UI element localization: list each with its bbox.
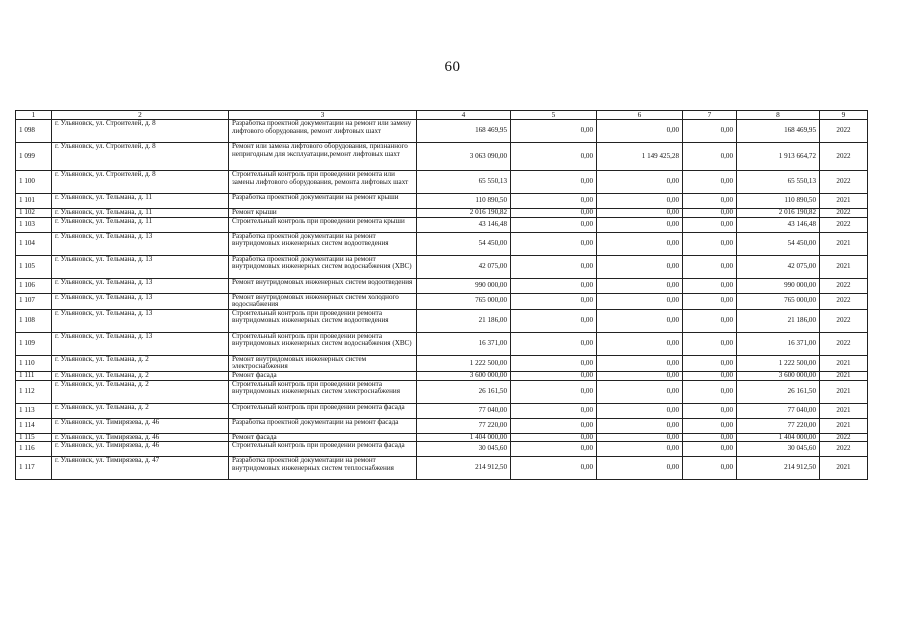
work-type-cell: Строительный контроль при проведении ремонта внутридомовых инженерных систем водоотведения: [229, 309, 417, 332]
table-row: [16, 380, 868, 403]
fund-cell: 0,00: [511, 433, 597, 442]
year-cell: 2021: [820, 355, 868, 371]
work-type-cell: Строительный контроль при проведении ремонта крыши: [229, 217, 417, 232]
owners-funds-cell: 110 890,50: [737, 194, 820, 209]
fund-cell: 0,00: [511, 442, 597, 457]
address-cell: г. Ульяновск, ул. Тимирязева, д. 46: [52, 442, 229, 457]
budget-cell: 0,00: [597, 380, 683, 403]
total-cost-cell: 168 469,95: [417, 120, 511, 143]
total-cost-cell: 1 404 000,00: [417, 433, 511, 442]
table-row: [16, 457, 868, 480]
local-budget-cell: 0,00: [683, 380, 737, 403]
work-type-cell: Разработка проектной документации на ремонт внутридомовых инженерных систем водоотведения: [229, 232, 417, 255]
column-header: 2: [52, 111, 229, 120]
budget-cell: 0,00: [597, 442, 683, 457]
local-budget-cell: 0,00: [683, 403, 737, 418]
table-row: [16, 278, 868, 293]
work-type-cell: Строительный контроль при проведении ремонта внутридомовых инженерных систем электроснабжения: [229, 380, 417, 403]
local-budget-cell: 0,00: [683, 457, 737, 480]
row-number: 1 109: [16, 332, 52, 355]
work-type-cell: Разработка проектной документации на ремонт внутридомовых инженерных систем водоснабжения (ХВС): [229, 255, 417, 278]
budget-cell: 1 149 425,28: [597, 143, 683, 171]
owners-funds-cell: 214 912,50: [737, 457, 820, 480]
fund-cell: 0,00: [511, 293, 597, 309]
local-budget-cell: 0,00: [683, 217, 737, 232]
year-cell: 2021: [820, 403, 868, 418]
column-header: 7: [683, 111, 737, 120]
address-cell: г. Ульяновск, ул. Тельмана, д. 11: [52, 209, 229, 218]
local-budget-cell: 0,00: [683, 209, 737, 218]
work-type-cell: Ремонт внутридомовых инженерных систем водоотведения: [229, 278, 417, 293]
owners-funds-cell: 30 045,60: [737, 442, 820, 457]
address-cell: г. Ульяновск, ул. Тельмана, д. 2: [52, 403, 229, 418]
budget-cell: 0,00: [597, 255, 683, 278]
table-row: [16, 418, 868, 433]
owners-funds-cell: 21 186,00: [737, 309, 820, 332]
local-budget-cell: 0,00: [683, 194, 737, 209]
work-type-cell: Ремонт внутридомовых инженерных систем холодного водоснабжения: [229, 293, 417, 309]
page-number: 60: [444, 59, 461, 75]
fund-cell: 0,00: [511, 143, 597, 171]
year-cell: 2022: [820, 442, 868, 457]
budget-cell: 0,00: [597, 120, 683, 143]
local-budget-cell: 0,00: [683, 418, 737, 433]
fund-cell: 0,00: [511, 309, 597, 332]
address-cell: г. Ульяновск, ул. Тимирязева, д. 46: [52, 418, 229, 433]
total-cost-cell: 765 000,00: [417, 293, 511, 309]
year-cell: 2022: [820, 143, 868, 171]
owners-funds-cell: 990 000,00: [737, 278, 820, 293]
row-number: 1 112: [16, 380, 52, 403]
table-row: [16, 209, 868, 218]
total-cost-cell: 77 220,00: [417, 418, 511, 433]
year-cell: 2022: [820, 332, 868, 355]
owners-funds-cell: 1 913 664,72: [737, 143, 820, 171]
fund-cell: 0,00: [511, 371, 597, 380]
fund-cell: 0,00: [511, 403, 597, 418]
owners-funds-cell: 54 450,00: [737, 232, 820, 255]
year-cell: 2021: [820, 255, 868, 278]
fund-cell: 0,00: [511, 380, 597, 403]
total-cost-cell: 43 146,48: [417, 217, 511, 232]
total-cost-cell: 77 040,00: [417, 403, 511, 418]
table-row: [16, 120, 868, 143]
budget-cell: 0,00: [597, 433, 683, 442]
table-row: [16, 194, 868, 209]
owners-funds-cell: 26 161,50: [737, 380, 820, 403]
address-cell: г. Ульяновск, ул. Тельмана, д. 2: [52, 371, 229, 380]
year-cell: 2022: [820, 217, 868, 232]
total-cost-cell: 2 016 190,82: [417, 209, 511, 218]
table-row: [16, 217, 868, 232]
local-budget-cell: 0,00: [683, 309, 737, 332]
address-cell: г. Ульяновск, ул. Строителей, д. 8: [52, 120, 229, 143]
address-cell: г. Ульяновск, ул. Тельмана, д. 2: [52, 380, 229, 403]
row-number: 1 101: [16, 194, 52, 209]
local-budget-cell: 0,00: [683, 120, 737, 143]
budget-cell: 0,00: [597, 332, 683, 355]
year-cell: 2021: [820, 232, 868, 255]
year-cell: 2021: [820, 371, 868, 380]
owners-funds-cell: 65 550,13: [737, 171, 820, 194]
fund-cell: 0,00: [511, 194, 597, 209]
year-cell: 2022: [820, 309, 868, 332]
table-row: [16, 442, 868, 457]
address-cell: г. Ульяновск, ул. Тельмана, д. 13: [52, 332, 229, 355]
local-budget-cell: 0,00: [683, 355, 737, 371]
budget-cell: 0,00: [597, 278, 683, 293]
row-number: 1 115: [16, 433, 52, 442]
total-cost-cell: 30 045,60: [417, 442, 511, 457]
row-number: 1 108: [16, 309, 52, 332]
budget-cell: 0,00: [597, 209, 683, 218]
owners-funds-cell: 765 000,00: [737, 293, 820, 309]
work-type-cell: Строительный контроль при проведении ремонта фасада: [229, 442, 417, 457]
table-header-row: [16, 111, 868, 120]
local-budget-cell: 0,00: [683, 232, 737, 255]
local-budget-cell: 0,00: [683, 433, 737, 442]
budget-cell: 0,00: [597, 418, 683, 433]
local-budget-cell: 0,00: [683, 293, 737, 309]
total-cost-cell: 990 000,00: [417, 278, 511, 293]
address-cell: г. Ульяновск, ул. Тельмана, д. 13: [52, 255, 229, 278]
table-row: [16, 171, 868, 194]
fund-cell: 0,00: [511, 171, 597, 194]
total-cost-cell: 214 912,50: [417, 457, 511, 480]
table-row: [16, 293, 868, 309]
fund-cell: 0,00: [511, 120, 597, 143]
table-row: [16, 355, 868, 371]
address-cell: г. Ульяновск, ул. Тельмана, д. 2: [52, 355, 229, 371]
row-number: 1 100: [16, 171, 52, 194]
owners-funds-cell: 43 146,48: [737, 217, 820, 232]
fund-cell: 0,00: [511, 278, 597, 293]
budget-cell: 0,00: [597, 217, 683, 232]
local-budget-cell: 0,00: [683, 371, 737, 380]
owners-funds-cell: 77 040,00: [737, 403, 820, 418]
total-cost-cell: 110 890,50: [417, 194, 511, 209]
fund-cell: 0,00: [511, 355, 597, 371]
row-number: 1 107: [16, 293, 52, 309]
row-number: 1 116: [16, 442, 52, 457]
row-number: 1 098: [16, 120, 52, 143]
local-budget-cell: 0,00: [683, 442, 737, 457]
budget-cell: 0,00: [597, 293, 683, 309]
row-number: 1 106: [16, 278, 52, 293]
year-cell: 2021: [820, 194, 868, 209]
table-row: [16, 332, 868, 355]
total-cost-cell: 42 075,00: [417, 255, 511, 278]
address-cell: г. Ульяновск, ул. Тимирязева, д. 46: [52, 433, 229, 442]
column-header: 8: [737, 111, 820, 120]
year-cell: 2022: [820, 120, 868, 143]
owners-funds-cell: 3 600 000,00: [737, 371, 820, 380]
local-budget-cell: 0,00: [683, 171, 737, 194]
row-number: 1 102: [16, 209, 52, 218]
work-type-cell: Разработка проектной документации на ремонт фасада: [229, 418, 417, 433]
year-cell: 2022: [820, 433, 868, 442]
total-cost-cell: 21 186,00: [417, 309, 511, 332]
work-type-cell: Ремонт крыши: [229, 209, 417, 218]
total-cost-cell: 16 371,00: [417, 332, 511, 355]
total-cost-cell: 54 450,00: [417, 232, 511, 255]
work-type-cell: Ремонт фасада: [229, 433, 417, 442]
total-cost-cell: 26 161,50: [417, 380, 511, 403]
row-number: 1 114: [16, 418, 52, 433]
row-number: 1 105: [16, 255, 52, 278]
fund-cell: 0,00: [511, 232, 597, 255]
year-cell: 2022: [820, 293, 868, 309]
budget-cell: 0,00: [597, 194, 683, 209]
work-type-cell: Разработка проектной документации на ремонт или замену лифтового оборудования, ремонт лифтовых шахт: [229, 120, 417, 143]
table-row: [16, 309, 868, 332]
budget-cell: 0,00: [597, 232, 683, 255]
owners-funds-cell: 42 075,00: [737, 255, 820, 278]
year-cell: 2022: [820, 209, 868, 218]
table-row: [16, 403, 868, 418]
works-table: [15, 110, 868, 480]
work-type-cell: Ремонт фасада: [229, 371, 417, 380]
row-number: 1 099: [16, 143, 52, 171]
year-cell: 2021: [820, 418, 868, 433]
year-cell: 2021: [820, 457, 868, 480]
fund-cell: 0,00: [511, 255, 597, 278]
owners-funds-cell: 1 222 500,00: [737, 355, 820, 371]
owners-funds-cell: 1 404 000,00: [737, 433, 820, 442]
row-number: 1 113: [16, 403, 52, 418]
address-cell: г. Ульяновск, ул. Тельмана, д. 13: [52, 309, 229, 332]
fund-cell: 0,00: [511, 217, 597, 232]
work-type-cell: Строительный контроль при проведении ремонта фасада: [229, 403, 417, 418]
address-cell: г. Ульяновск, ул. Тельмана, д. 11: [52, 217, 229, 232]
address-cell: г. Ульяновск, ул. Тельмана, д. 13: [52, 278, 229, 293]
budget-cell: 0,00: [597, 457, 683, 480]
year-cell: 2022: [820, 278, 868, 293]
budget-cell: 0,00: [597, 171, 683, 194]
budget-cell: 0,00: [597, 403, 683, 418]
total-cost-cell: 65 550,13: [417, 171, 511, 194]
total-cost-cell: 3 600 000,00: [417, 371, 511, 380]
row-number: 1 103: [16, 217, 52, 232]
work-type-cell: Ремонт или замена лифтового оборудования, признанного непригодным для эксплуатации,ремонт лифтовых шахт: [229, 143, 417, 171]
budget-cell: 0,00: [597, 309, 683, 332]
budget-cell: 0,00: [597, 355, 683, 371]
table-row: [16, 255, 868, 278]
work-type-cell: Разработка проектной документации на ремонт внутридомовых инженерных систем теплоснабжения: [229, 457, 417, 480]
column-header: 3: [229, 111, 417, 120]
row-number: 1 110: [16, 355, 52, 371]
owners-funds-cell: 2 016 190,82: [737, 209, 820, 218]
column-header: 5: [511, 111, 597, 120]
column-header: 6: [597, 111, 683, 120]
owners-funds-cell: 16 371,00: [737, 332, 820, 355]
local-budget-cell: 0,00: [683, 332, 737, 355]
table-row: [16, 232, 868, 255]
address-cell: г. Ульяновск, ул. Строителей, д. 8: [52, 143, 229, 171]
address-cell: г. Ульяновск, ул. Тельмана, д. 13: [52, 232, 229, 255]
fund-cell: 0,00: [511, 457, 597, 480]
address-cell: г. Ульяновск, ул. Тельмана, д. 11: [52, 194, 229, 209]
row-number: 1 117: [16, 457, 52, 480]
table-row: [16, 143, 868, 171]
work-type-cell: Ремонт внутридомовых инженерных систем электроснабжения: [229, 355, 417, 371]
total-cost-cell: 3 063 090,00: [417, 143, 511, 171]
budget-cell: 0,00: [597, 371, 683, 380]
fund-cell: 0,00: [511, 209, 597, 218]
work-type-cell: Строительный контроль при проведении ремонта внутридомовых инженерных систем водоснабжения (ХВС): [229, 332, 417, 355]
local-budget-cell: 0,00: [683, 255, 737, 278]
owners-funds-cell: 77 220,00: [737, 418, 820, 433]
local-budget-cell: 0,00: [683, 278, 737, 293]
address-cell: г. Ульяновск, ул. Тельмана, д. 13: [52, 293, 229, 309]
table-row: [16, 433, 868, 442]
owners-funds-cell: 168 469,95: [737, 120, 820, 143]
column-header: 9: [820, 111, 868, 120]
work-type-cell: Строительный контроль при проведении ремонта или замены лифтового оборудования, ремонта лифтовых шахт: [229, 171, 417, 194]
address-cell: г. Ульяновск, ул. Тимирязева, д. 47: [52, 457, 229, 480]
column-header: 1: [16, 111, 52, 120]
address-cell: г. Ульяновск, ул. Строителей, д. 8: [52, 171, 229, 194]
row-number: 1 104: [16, 232, 52, 255]
total-cost-cell: 1 222 500,00: [417, 355, 511, 371]
year-cell: 2022: [820, 171, 868, 194]
column-header: 4: [417, 111, 511, 120]
fund-cell: 0,00: [511, 418, 597, 433]
year-cell: 2021: [820, 380, 868, 403]
work-type-cell: Разработка проектной документации на ремонт крыши: [229, 194, 417, 209]
local-budget-cell: 0,00: [683, 143, 737, 171]
fund-cell: 0,00: [511, 332, 597, 355]
row-number: 1 111: [16, 371, 52, 380]
table-row: [16, 371, 868, 380]
